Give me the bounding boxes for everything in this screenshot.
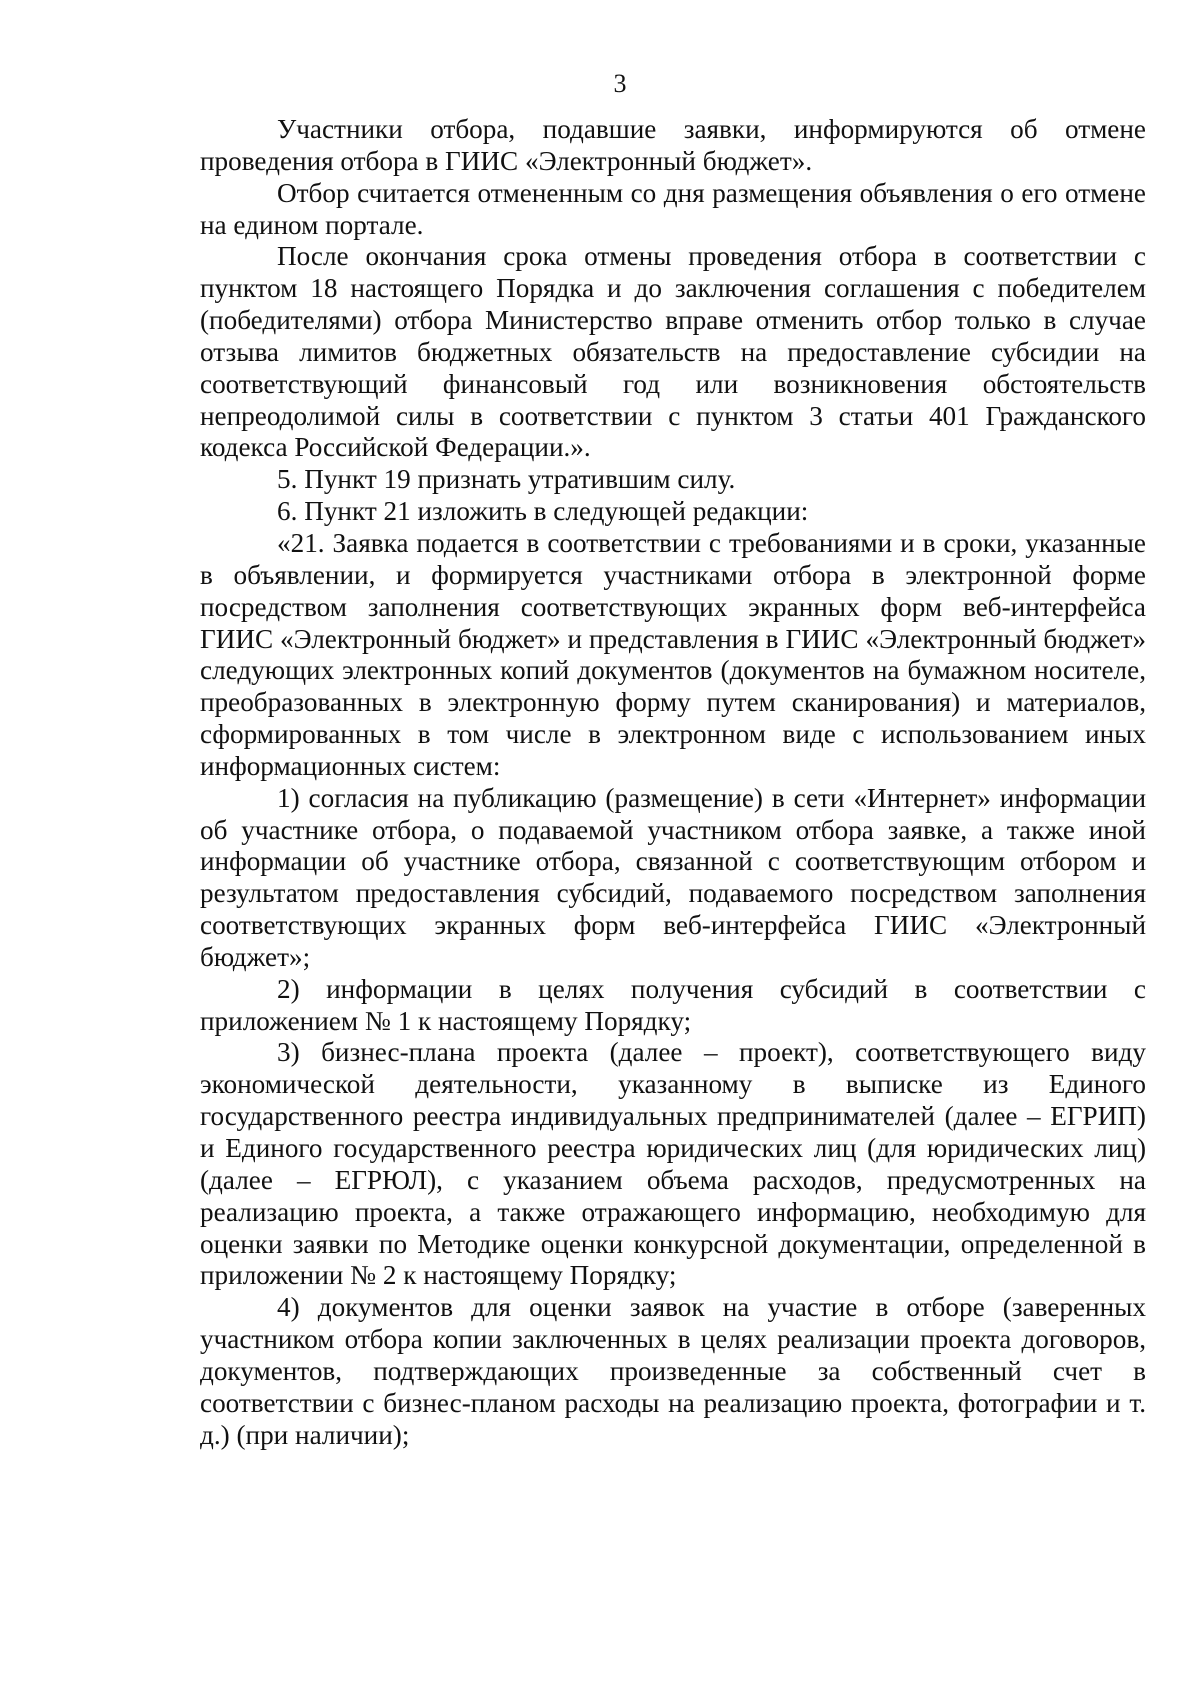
document-body: [200, 114, 1146, 1451]
paragraph-item-5: 5. Пункт 19 признать утратившим силу.: [277, 464, 736, 495]
paragraph-cancellation-date: Отбор считается отмененным со дня размещения объявления о его отмене на едином портале.: [200, 177, 1146, 240]
list-item-1: 1) согласия на публикацию (размещение) в сети «Интернет» информации об участнике отбора, о подаваемой участником отбора заявке, а также иной информации об участнике отбора, связанной с соответствующим отбором и результатом предоставления субсидий, подаваемого посредством заполнения соответствующих экранных форм веб-интерфейса ГИИС «Электронный бюджет»;: [200, 782, 1146, 972]
paragraph-cancellation-conditions: После окончания срока отмены проведения отбора в соответствии с пунктом 18 настоящего Порядка и до заключения соглашения с победителем (победителями) отбора Министерство вправе отменить отбор только в случае отзыва лимитов бюджетных обязательств на предоставление субсидии на соответствующий финансовый год или возникновения обстоятельств непреодолимой силы в соответствии с пунктом 3 статьи 401 Гражданского кодекса Российской Федерации.».: [200, 241, 1146, 463]
list-item-3: 3) бизнес-плана проекта (далее – проект), соответствующего виду экономической деятельности, указанному в выписке из Единого государственного реестра индивидуальных предпринимателей (далее – ЕГРИП) и Единого государственного реестра юридических лиц (для юридических лиц) (далее – ЕГРЮЛ), с указанием объема расходов, предусмотренных на реализацию проекта, а также отражающего информацию, необходимую для оценки заявки по Методике оценки конкурсной документации, определенной в приложении № 2 к настоящему Порядку;: [200, 1037, 1146, 1291]
list-item-2: 2) информации в целях получения субсидий в соответствии с приложением № 1 к настоящему Порядку;: [200, 973, 1146, 1036]
paragraph-clause-21: «21. Заявка подается в соответствии с требованиями и в сроки, указанные в объявлении, и формируется участниками отбора в электронной форме посредством заполнения соответствующих экранных форм веб-интерфейса ГИИС «Электронный бюджет» и представления в ГИИС «Электронный бюджет» следующих электронных копий документов (документов на бумажном носителе, преобразованных в электронную форму путем сканирования) и материалов, сформированных в том числе в электронном виде с использованием иных информационных систем:: [200, 527, 1146, 781]
list-item-4: 4) документов для оценки заявок на участие в отборе (заверенных участником отбора копии заключенных в целях реализации проекта договоров, документов, подтверждающих произведенные за собственный счет в соответствии с бизнес-планом расходы на реализацию проекта, фотографии и т. д.) (при наличии);: [200, 1292, 1146, 1450]
page-number: 3: [613, 69, 627, 98]
paragraph-item-6: 6. Пункт 21 изложить в следующей редакции:: [277, 496, 809, 527]
paragraph-notification: Участники отбора, подавшие заявки, информируются об отмене проведения отбора в ГИИС «Электронный бюджет».: [200, 114, 1146, 176]
